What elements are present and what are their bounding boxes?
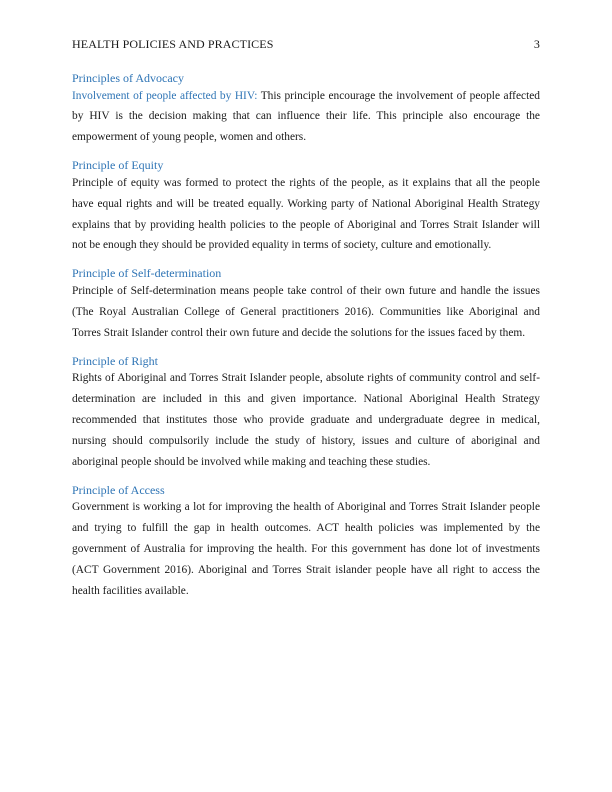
section-heading: Principle of Right xyxy=(72,353,158,368)
section-paragraph: Principle of equity was formed to protect the rights of the people, as it explains that all the people have equal rights and will be treated equally. Working party of National Aboriginal Health Strategy explains that by providing health policies to the people of Aboriginal and Torres Strait Islander will not be enough they should be provided equality in terms of society, culture and emotionally. xyxy=(72,176,540,252)
paragraph-text: This principle encourage the involvement of people affected by HIV is the decision making that can influence their life. This principle also encourage the empowerment of young people, women and others. xyxy=(72,89,541,144)
section-heading: Principle of Access xyxy=(72,482,165,497)
section-access xyxy=(72,483,540,602)
page-number: 3 xyxy=(533,37,540,51)
section-advocacy xyxy=(72,71,540,148)
section-self-determination xyxy=(72,266,540,343)
inline-heading: Involvement of people affected by HIV: xyxy=(72,89,258,102)
section-paragraph: Rights of Aboriginal and Torres Strait Islander people, absolute rights of community control and self-determination are included in this and given importance. National Aboriginal Health Strategy recommended that institutes those who provide graduate and undergraduate degree in medical, nursing should compulsorily include the study of history, issues and culture of aboriginal and aboriginal people should be involved while making and teaching these studies. xyxy=(72,372,540,468)
section-paragraph: Government is working a lot for improving the health of Aboriginal and Torres Strait Islander people and trying to fulfill the gap in health outcomes. ACT health policies was implemented by the government of Australia for improving the health. For this government has done lot of investments (ACT Government 2016). Aboriginal and Torres Strait islander people have all right to access the health facilities available. xyxy=(72,501,540,597)
section-heading: Principles of Advocacy xyxy=(72,71,184,85)
document-body xyxy=(72,71,540,612)
section-heading: Principle of Self-determination xyxy=(72,266,222,281)
page-header xyxy=(72,36,540,52)
section-paragraph xyxy=(72,86,540,149)
section-heading: Principle of Equity xyxy=(72,158,164,173)
section-right xyxy=(72,354,540,473)
section-paragraph: Principle of Self-determination means people take control of their own future and handle the issues (The Royal Australian College of General practitioners 2016). Communities like Aboriginal and Torres Strait Islander control their own future and decide the solutions for the issues faced by them. xyxy=(72,284,540,339)
running-head: HEALTH POLICIES AND PRACTICES xyxy=(72,37,274,51)
section-equity xyxy=(72,158,540,256)
